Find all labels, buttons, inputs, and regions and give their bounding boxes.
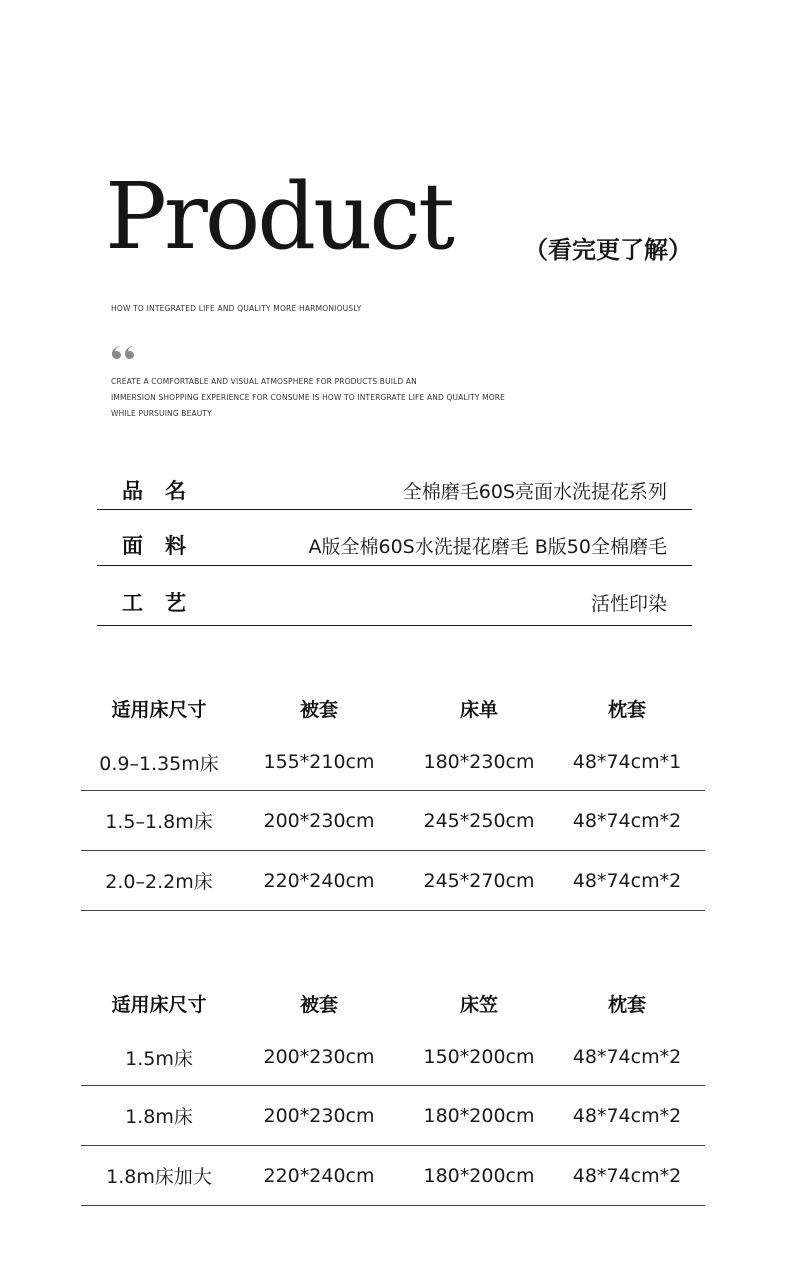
description (111, 374, 511, 422)
table-header (81, 682, 705, 734)
table-cell: 0.9–1.35m床 (99, 752, 219, 775)
table-header (81, 977, 705, 1029)
table-cell: 48*74cm*2 (572, 1164, 682, 1187)
table-cell: 2.0–2.2m床 (105, 871, 213, 893)
info-label: 工艺 (122, 591, 208, 615)
header-cell: 床单 (459, 698, 499, 721)
info-label: 品名 (122, 479, 208, 503)
size-table-fitted-sheet (81, 977, 705, 1206)
info-row-fabric (97, 510, 692, 566)
table-cell: 155*210cm (263, 751, 375, 773)
header-cell: 枕套 (607, 698, 647, 721)
table-cell: 220*240cm (263, 1164, 375, 1187)
table-row (81, 1029, 705, 1086)
product-info-table (97, 465, 692, 626)
table-row (81, 734, 705, 791)
info-value: A版全棉60S水洗提花磨毛 B版50全棉磨毛 (308, 536, 667, 558)
info-value: 活性印染 (590, 593, 667, 615)
table-row (81, 791, 705, 851)
table-cell: 48*74cm*1 (572, 751, 682, 773)
info-label: 面料 (122, 534, 208, 558)
quote-mark-icon (110, 340, 138, 366)
info-value: 全棉磨毛60S亮面水洗提花系列 (402, 481, 667, 503)
description-line: WHILE PURSUING BEAUTY (111, 409, 212, 418)
header-cell: 被套 (299, 993, 339, 1016)
table-cell: 180*230cm (423, 751, 535, 773)
table-cell: 220*240cm (263, 869, 375, 892)
description-line: IMMERSION SHOPPING EXPERIENCE FOR CONSUME IS HOW TO INTERGRATE LIFE AND QUALITY MORE (111, 393, 506, 402)
table-cell: 1.5–1.8m床 (105, 811, 213, 833)
header-cell: 被套 (299, 698, 339, 721)
table-cell: 180*200cm (423, 1104, 535, 1127)
table-cell: 48*74cm*2 (572, 1046, 682, 1068)
info-row-name (97, 465, 692, 510)
table-cell: 200*230cm (263, 809, 375, 832)
size-table-bedsheet (81, 682, 705, 911)
table-cell: 48*74cm*2 (572, 1104, 682, 1127)
table-cell: 200*230cm (263, 1104, 375, 1127)
header-cell: 适用床尺寸 (111, 993, 207, 1016)
table-cell: 1.5m床 (125, 1047, 193, 1070)
tagline: HOW TO INTEGRATED LIFE AND QUALITY MORE HARMONIOUSLY (111, 304, 362, 313)
table-cell: 245*270cm (423, 869, 535, 892)
table-cell: 1.8m床 (125, 1106, 193, 1128)
table-cell: 245*250cm (423, 809, 535, 832)
table-cell: 150*200cm (423, 1046, 535, 1068)
table-cell: 200*230cm (263, 1046, 375, 1068)
header-cell: 适用床尺寸 (111, 698, 207, 721)
table-row (81, 851, 705, 911)
page-title: Product (105, 163, 452, 270)
table-row (81, 1086, 705, 1146)
table-cell: 48*74cm*2 (572, 809, 682, 832)
header-cell: 枕套 (607, 993, 647, 1016)
info-row-craft (97, 566, 692, 626)
header-cell: 床笠 (459, 993, 499, 1016)
table-cell: 48*74cm*2 (572, 869, 682, 892)
description-line: CREATE A COMFORTABLE AND VISUAL ATMOSPHERE FOR PRODUCTS BUILD AN (111, 377, 417, 386)
table-row (81, 1146, 705, 1206)
table-cell: 180*200cm (423, 1164, 535, 1187)
table-cell: 1.8m床加大 (106, 1166, 212, 1188)
subtitle-cn: （看完更了解） (524, 236, 692, 264)
